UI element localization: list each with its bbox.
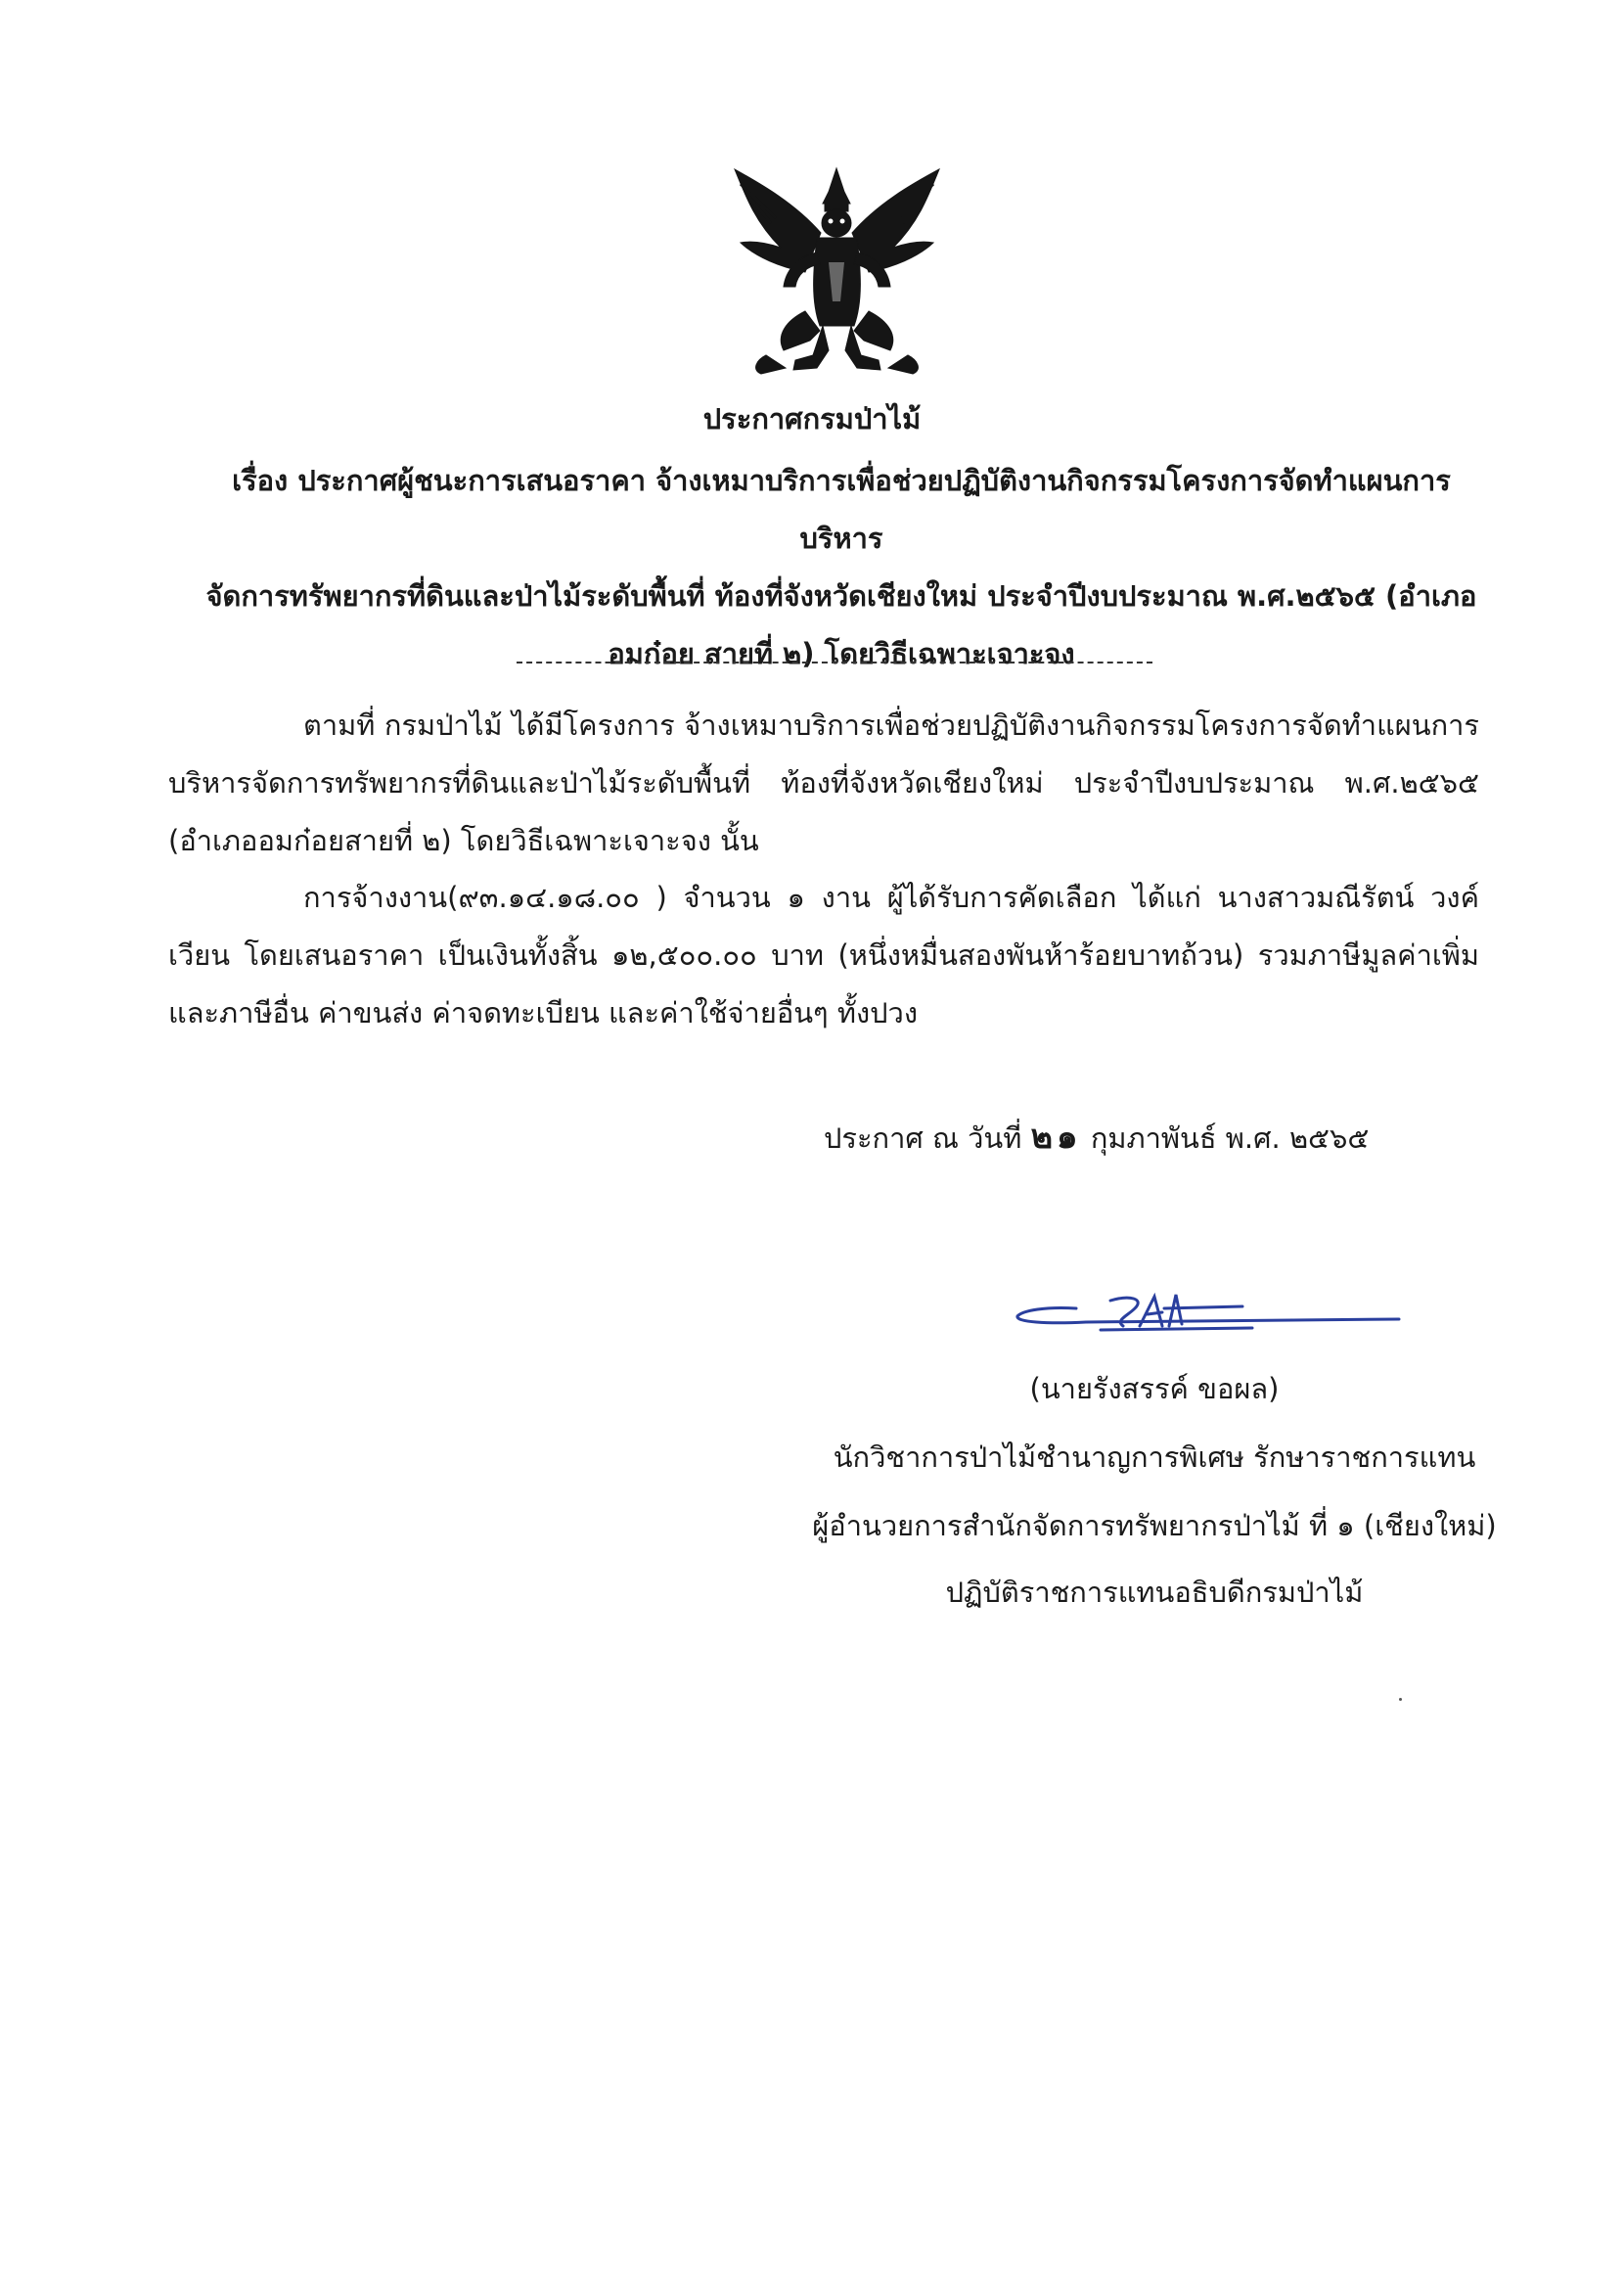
date-month-year: กุมภาพันธ์ พ.ศ. ๒๕๖๕: [1090, 1121, 1370, 1155]
paragraph-1-text: ตามที่ กรมป่าไม้ ได้มีโครงการ จ้างเหมาบริการเพื่อช่วยปฏิบัติงานกิจกรรมโครงการจัดทำแผนการบริหารจัดการทรัพยากรที่ดินและป่าไม้ระดับพื้นที่ ท้องที่จังหวัดเชียงใหม่ ประจำปีงบประมาณ พ.ศ.๒๕๖๕ (อำเภออมก๋อยสายที่ ๒) โดยวิธีเฉพาะเจาะจง นั้น: [168, 709, 1479, 857]
subject-line-3: อมก๋อย สายที่ ๒) โดยวิธีเฉพาะเจาะจง: [608, 637, 1075, 670]
body-paragraph-1: [168, 697, 1479, 870]
signatory-position-1: นักวิชาการป่าไม้ชำนาญการพิเศษ รักษาราชการแทน: [833, 1441, 1476, 1474]
subject-line-2: จัดการทรัพยากรที่ดินและป่าไม้ระดับพื้นที่ ท้องที่จังหวัดเชียงใหม่ ประจำปีงบประมาณ พ.ศ.๒๕๖๕ (อำเภอ: [205, 579, 1477, 613]
garuda-emblem-icon: [727, 164, 947, 378]
signatory-name: (นายรังสรรค์ ขอผล): [1029, 1372, 1280, 1405]
signatory-position-3: ปฏิบัติราชการแทนอธิบดีกรมป่าไม้: [945, 1576, 1364, 1609]
subject-line-1: เรื่อง ประกาศผู้ชนะการเสนอราคา จ้างเหมาบริการเพื่อช่วยปฏิบัติงานกิจกรรมโครงการจัดทำแผนการบริหาร: [232, 464, 1451, 555]
signatory-position-2: ผู้อำนวยการสำนักจัดการทรัพยากรป่าไม้ ที่ ๑ (เชียงใหม่): [812, 1509, 1497, 1542]
subject-heading: [196, 452, 1487, 683]
paragraph-2-text: การจ้างงาน(๙๓.๑๔.๑๘.๐๐ ) จำนวน ๑ งาน ผู้ได้รับการคัดเลือก ได้แก่ นางสาวมณีรัตน์ วงค์เวียน โดยเสนอราคา เป็นเงินทั้งสิ้น ๑๒,๕๐๐.๐๐ บาท (หนึ่งหมื่นสองพันห้าร้อยบาทถ้วน) รวมภาษีมูลค่าเพิ่มและภาษีอื่น ค่าขนส่ง ค่าจดทะเบียน และค่าใช้จ่ายอื่นๆ ทั้งปวง: [168, 881, 1479, 1029]
page-title: ประกาศกรมป่าไม้: [702, 402, 922, 435]
date-day: ๒๑: [1030, 1118, 1082, 1157]
announcement-date: [824, 1110, 1369, 1163]
scan-speck: [1399, 1698, 1402, 1701]
handwritten-signature-icon: [1008, 1287, 1409, 1346]
dashed-divider: [517, 662, 1152, 663]
body-paragraph-2: [168, 869, 1479, 1042]
date-prefix: ประกาศ ณ วันที่: [824, 1121, 1022, 1155]
